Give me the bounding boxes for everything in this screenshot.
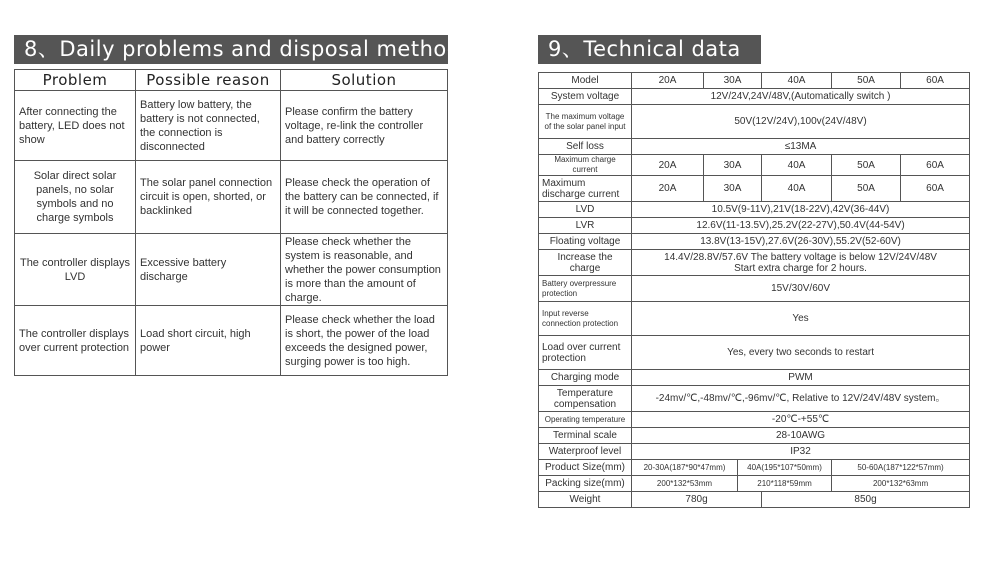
- spec-label: Maximum charge current: [539, 155, 632, 176]
- table-row: [539, 302, 970, 336]
- problem-cell: Solar direct solar panels, no solar symbols and no charge symbols: [15, 161, 136, 234]
- spec-label: Model: [539, 73, 632, 89]
- model-cell: 40A: [762, 73, 832, 89]
- model-cell: 20A: [632, 73, 704, 89]
- spec-value: 10.5V(9-11V),21V(18-22V),42V(36-44V): [632, 202, 970, 218]
- problem-cell: After connecting the battery, LED does not show: [15, 91, 136, 161]
- problem-cell: The controller displays LVD: [15, 234, 136, 306]
- solution-cell: Please check the operation of the battery can be connected, if it will be connected together.: [281, 161, 448, 234]
- spec-label: LVD: [539, 202, 632, 218]
- reason-cell: Battery low battery, the battery is not connected, the connection is disconnected: [136, 91, 281, 161]
- table-row: [539, 176, 970, 202]
- spec-label: Waterproof level: [539, 444, 632, 460]
- problem-cell: The controller displays over current protection: [15, 306, 136, 376]
- spec-value: 20A: [632, 176, 704, 202]
- table-row: [539, 476, 970, 492]
- model-cell: 30A: [704, 73, 762, 89]
- table-row: [15, 91, 448, 161]
- table-row: [539, 336, 970, 370]
- technical-data-table: [538, 72, 970, 508]
- spec-value-line: 14.4V/28.8V/57.6V The battery voltage is below 12V/24V/48V: [664, 251, 937, 263]
- problems-table: [14, 69, 448, 376]
- table-row: [539, 234, 970, 250]
- spec-value: 50A: [832, 155, 901, 176]
- spec-value: 40A: [762, 176, 832, 202]
- header-solution: Solution: [281, 70, 448, 91]
- table-row: [539, 276, 970, 302]
- spec-label: Self loss: [539, 139, 632, 155]
- table-row: [539, 386, 970, 412]
- table-row: [539, 218, 970, 234]
- header-problem: Problem: [15, 70, 136, 91]
- spec-label: System voltage: [539, 89, 632, 105]
- spec-value: 20-30A(187*90*47mm): [632, 460, 738, 476]
- spec-value: [632, 250, 970, 276]
- spec-value-line: Start extra charge for 2 hours.: [734, 262, 867, 274]
- spec-value: 30A: [704, 176, 762, 202]
- table-row: [539, 460, 970, 476]
- spec-value: Yes, every two seconds to restart: [632, 336, 970, 370]
- table-row: [15, 234, 448, 306]
- spec-value: 850g: [762, 492, 970, 508]
- model-cell: 50A: [832, 73, 901, 89]
- spec-value: 50A: [832, 176, 901, 202]
- section-title-technical-data: 9、Technical data: [538, 35, 761, 64]
- table-row: [539, 370, 970, 386]
- table-row: [539, 428, 970, 444]
- spec-value: 60A: [901, 176, 970, 202]
- table-row: [15, 161, 448, 234]
- spec-value: 20A: [632, 155, 704, 176]
- spec-value: PWM: [632, 370, 970, 386]
- spec-value: -24mv/℃,-48mv/℃,-96mv/℃, Relative to 12V/24V/48V system。: [632, 386, 970, 412]
- table-row: [15, 306, 448, 376]
- spec-label: Operating temperature: [539, 412, 632, 428]
- model-cell: 60A: [901, 73, 970, 89]
- spec-label: Increase the charge: [539, 250, 632, 276]
- spec-value: 30A: [704, 155, 762, 176]
- spec-label: Battery overpressure protection: [539, 276, 632, 302]
- table-row: [539, 412, 970, 428]
- spec-label: Weight: [539, 492, 632, 508]
- table-header-row: [15, 70, 448, 91]
- section-title-daily-problems: 8、Daily problems and disposal methods: [14, 35, 448, 64]
- spec-label: Load over current protection: [539, 336, 632, 370]
- spec-value: 12V/24V,24V/48V,(Automatically switch ): [632, 89, 970, 105]
- spec-value: 60A: [901, 155, 970, 176]
- table-row: [539, 89, 970, 105]
- solution-cell: Please check whether the system is reasonable, and whether the power consumption is more than the amount of charge.: [281, 234, 448, 306]
- spec-label: Terminal scale: [539, 428, 632, 444]
- solution-cell: Please confirm the battery voltage, re-link the controller and battery correctly: [281, 91, 448, 161]
- solution-cell: Please check whether the load is short, the power of the load exceeds the designed power, surging power is too high.: [281, 306, 448, 376]
- spec-value: -20℃-+55℃: [632, 412, 970, 428]
- spec-label: Floating voltage: [539, 234, 632, 250]
- spec-label: Product Size(mm): [539, 460, 632, 476]
- spec-value: 15V/30V/60V: [632, 276, 970, 302]
- table-row: [539, 73, 970, 89]
- header-possible-reason: Possible reason: [136, 70, 281, 91]
- spec-value: 13.8V(13-15V),27.6V(26-30V),55.2V(52-60V): [632, 234, 970, 250]
- spec-value: 780g: [632, 492, 762, 508]
- spec-value: 210*118*59mm: [738, 476, 832, 492]
- spec-label: Maximum discharge current: [539, 176, 632, 202]
- spec-value: 200*132*53mm: [632, 476, 738, 492]
- spec-value: Yes: [632, 302, 970, 336]
- spec-value: 40A: [762, 155, 832, 176]
- table-row: [539, 444, 970, 460]
- spec-label: Packing size(mm): [539, 476, 632, 492]
- spec-label: Charging mode: [539, 370, 632, 386]
- table-row: [539, 155, 970, 176]
- spec-value: ≤13MA: [632, 139, 970, 155]
- spec-label: Temperature compensation: [539, 386, 632, 412]
- spec-label: Input reverse connection protection: [539, 302, 632, 336]
- spec-value: 50-60A(187*122*57mm): [832, 460, 970, 476]
- spec-value: 200*132*63mm: [832, 476, 970, 492]
- spec-value: IP32: [632, 444, 970, 460]
- spec-label: The maximum voltage of the solar panel input: [539, 105, 632, 139]
- table-row: [539, 250, 970, 276]
- spec-value: 12.6V(11-13.5V),25.2V(22-27V),50.4V(44-54V): [632, 218, 970, 234]
- spec-label: LVR: [539, 218, 632, 234]
- reason-cell: Load short circuit, high power: [136, 306, 281, 376]
- reason-cell: The solar panel connection circuit is open, shorted, or backlinked: [136, 161, 281, 234]
- spec-value: 40A(195*107*50mm): [738, 460, 832, 476]
- table-row: [539, 105, 970, 139]
- table-row: [539, 139, 970, 155]
- spec-value: 28-10AWG: [632, 428, 970, 444]
- reason-cell: Excessive battery discharge: [136, 234, 281, 306]
- table-row: [539, 202, 970, 218]
- table-row: [539, 492, 970, 508]
- spec-value: 50V(12V/24V),100v(24V/48V): [632, 105, 970, 139]
